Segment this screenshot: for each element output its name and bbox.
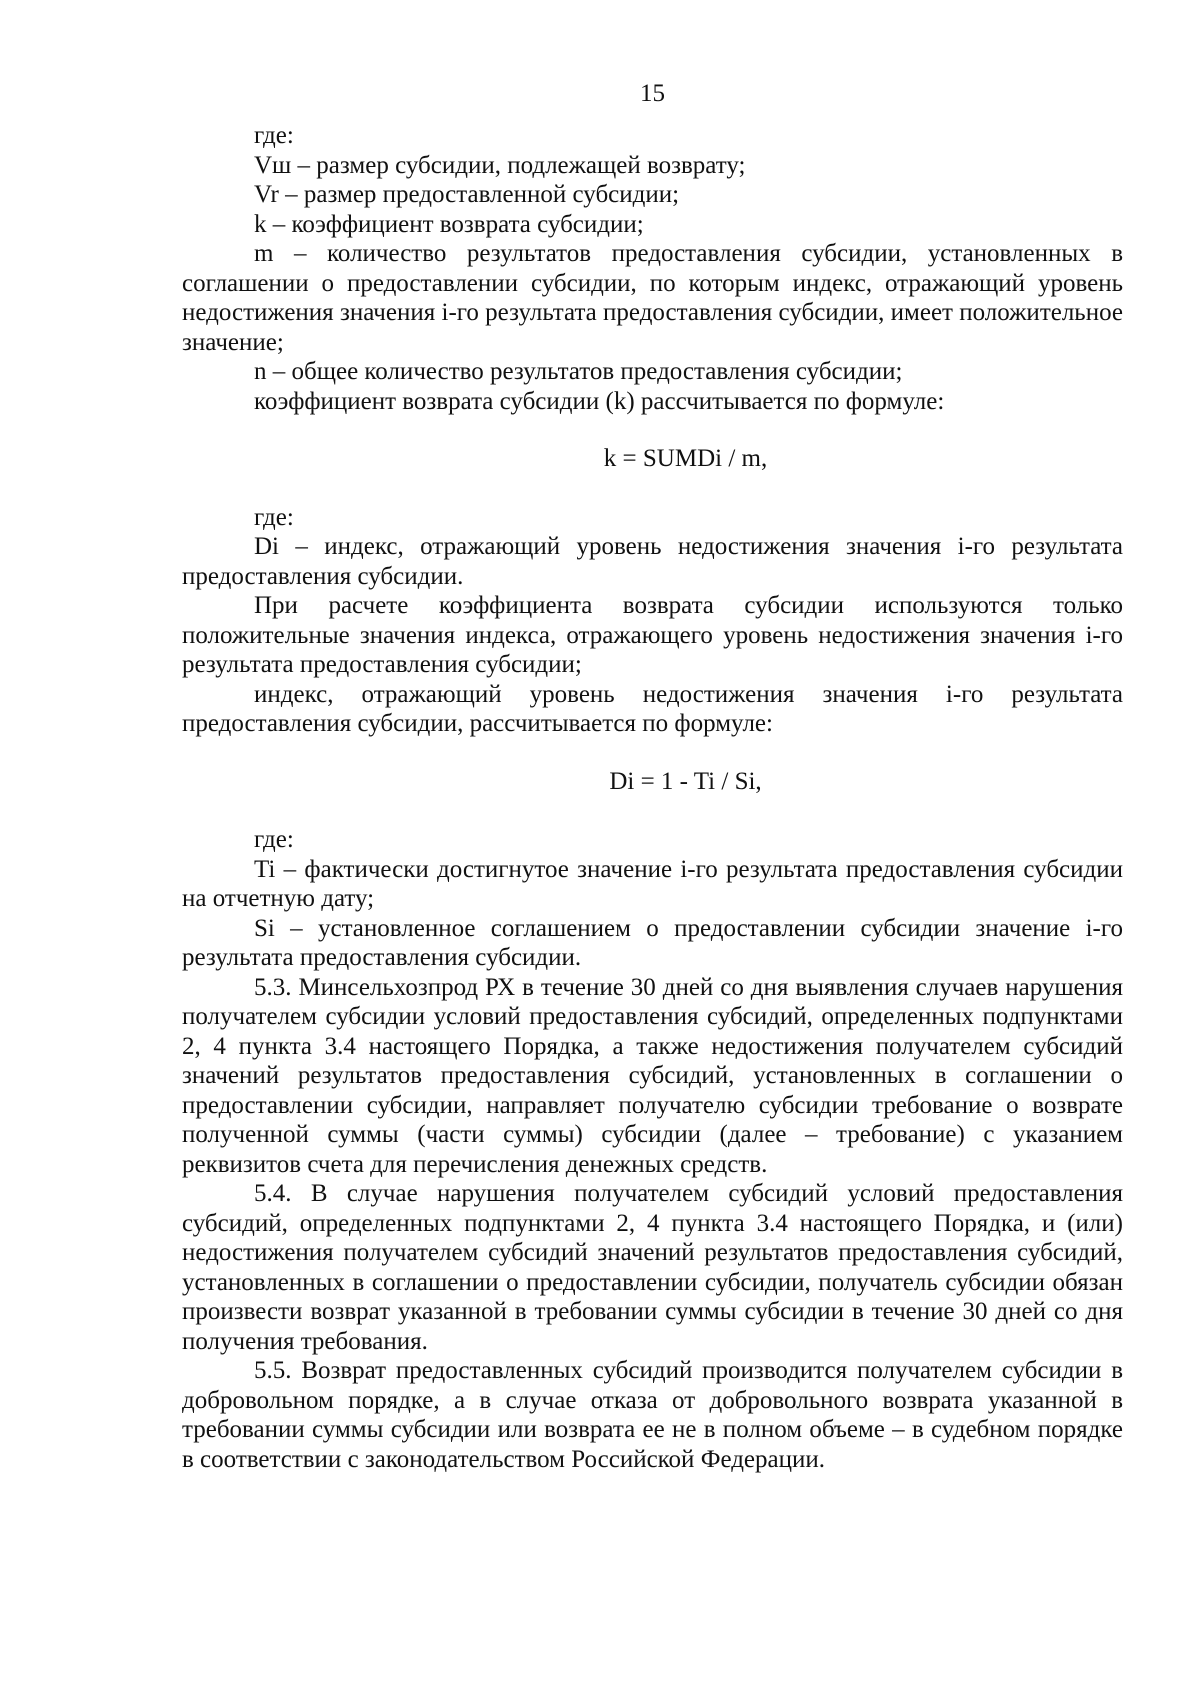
definition-k: k – коэффициент возврата субсидии;: [254, 210, 644, 238]
where-label: где:: [254, 826, 294, 853]
definition-di: Di – индекс, отражающий уровень недостижения значения i-го результата предоставления субсидии.: [182, 533, 1123, 590]
definition-n: n – общее количество результатов предоставления субсидии;: [254, 358, 903, 385]
clause-5-4: 5.4. В случае нарушения получателем субсидий условий предоставления субсидий, определенных подпунктами 2, 4 пункта 3.4 настоящего Порядка, и (или) недостижения получателем субсидий значений результатов предоставления субсидий, установленных в соглашении о предоставлении субсидии, получатель субсидии обязан произвести возврат указанной в требовании суммы субсидии в течение 30 дней со дня получения требования.: [182, 1180, 1123, 1355]
where-label: где:: [254, 122, 294, 149]
definition-vsh: Vш – размер субсидии, подлежащей возврату;: [254, 151, 746, 179]
document-body: [182, 121, 1123, 1474]
clause-5-3: 5.3. Минсельхозпрод РХ в течение 30 дней со дня выявления случаев нарушения получателем субсидии условий предоставления субсидий, определенных подпунктами 2, 4 пункта 3.4 настоящего Порядка, а также недостижения получателем субсидий значений результатов предоставления субсидий, установленных в соглашении о предоставлении субсидии, направляет получателю субсидии требование о возврате полученной суммы (части суммы) субсидии (далее – требование) с указанием реквизитов счета для перечисления денежных средств.: [182, 973, 1123, 1178]
positive-values-note: При расчете коэффициента возврата субсидии используются только положительные значения индекса, отражающего уровень недостижения значения i-го результата предоставления субсидии;: [182, 592, 1123, 678]
clause-5-5: 5.5. Возврат предоставленных субсидий производится получателем субсидии в добровольном порядке, а в случае отказа от добровольного возврата указанной в требовании суммы субсидии или возврата ее не в полном объеме – в судебном порядке в соответствии с законодательством Российской Федерации.: [182, 1357, 1123, 1473]
definition-vr: Vr – размер предоставленной субсидии;: [254, 181, 680, 208]
k-formula-intro: коэффициент возврата субсидии (k) рассчитывается по формуле:: [254, 387, 945, 415]
definition-m: m – количество результатов предоставления субсидии, установленных в соглашении о предоставлении субсидии, по которым индекс, отражающий уровень недостижения значения i-го результата предоставления субсидии, имеет положительное значение;: [182, 240, 1123, 356]
where-label: где:: [254, 503, 294, 531]
definition-si: Si – установленное соглашением о предоставлении субсидии значение i-го результата предоставления субсидии.: [182, 914, 1123, 971]
formula-di: Di = 1 - Ti / Si,: [609, 767, 762, 795]
definition-ti: Ti – фактически достигнутое значение i-го результата предоставления субсидии на отчетную дату;: [182, 855, 1123, 912]
formula-k: k = SUMDi / m,: [603, 445, 768, 472]
di-formula-intro: индекс, отражающий уровень недостижения значения i-го результата предоставления субсидии, рассчитывается по формуле:: [182, 680, 1123, 737]
page-number: 15: [640, 80, 665, 107]
